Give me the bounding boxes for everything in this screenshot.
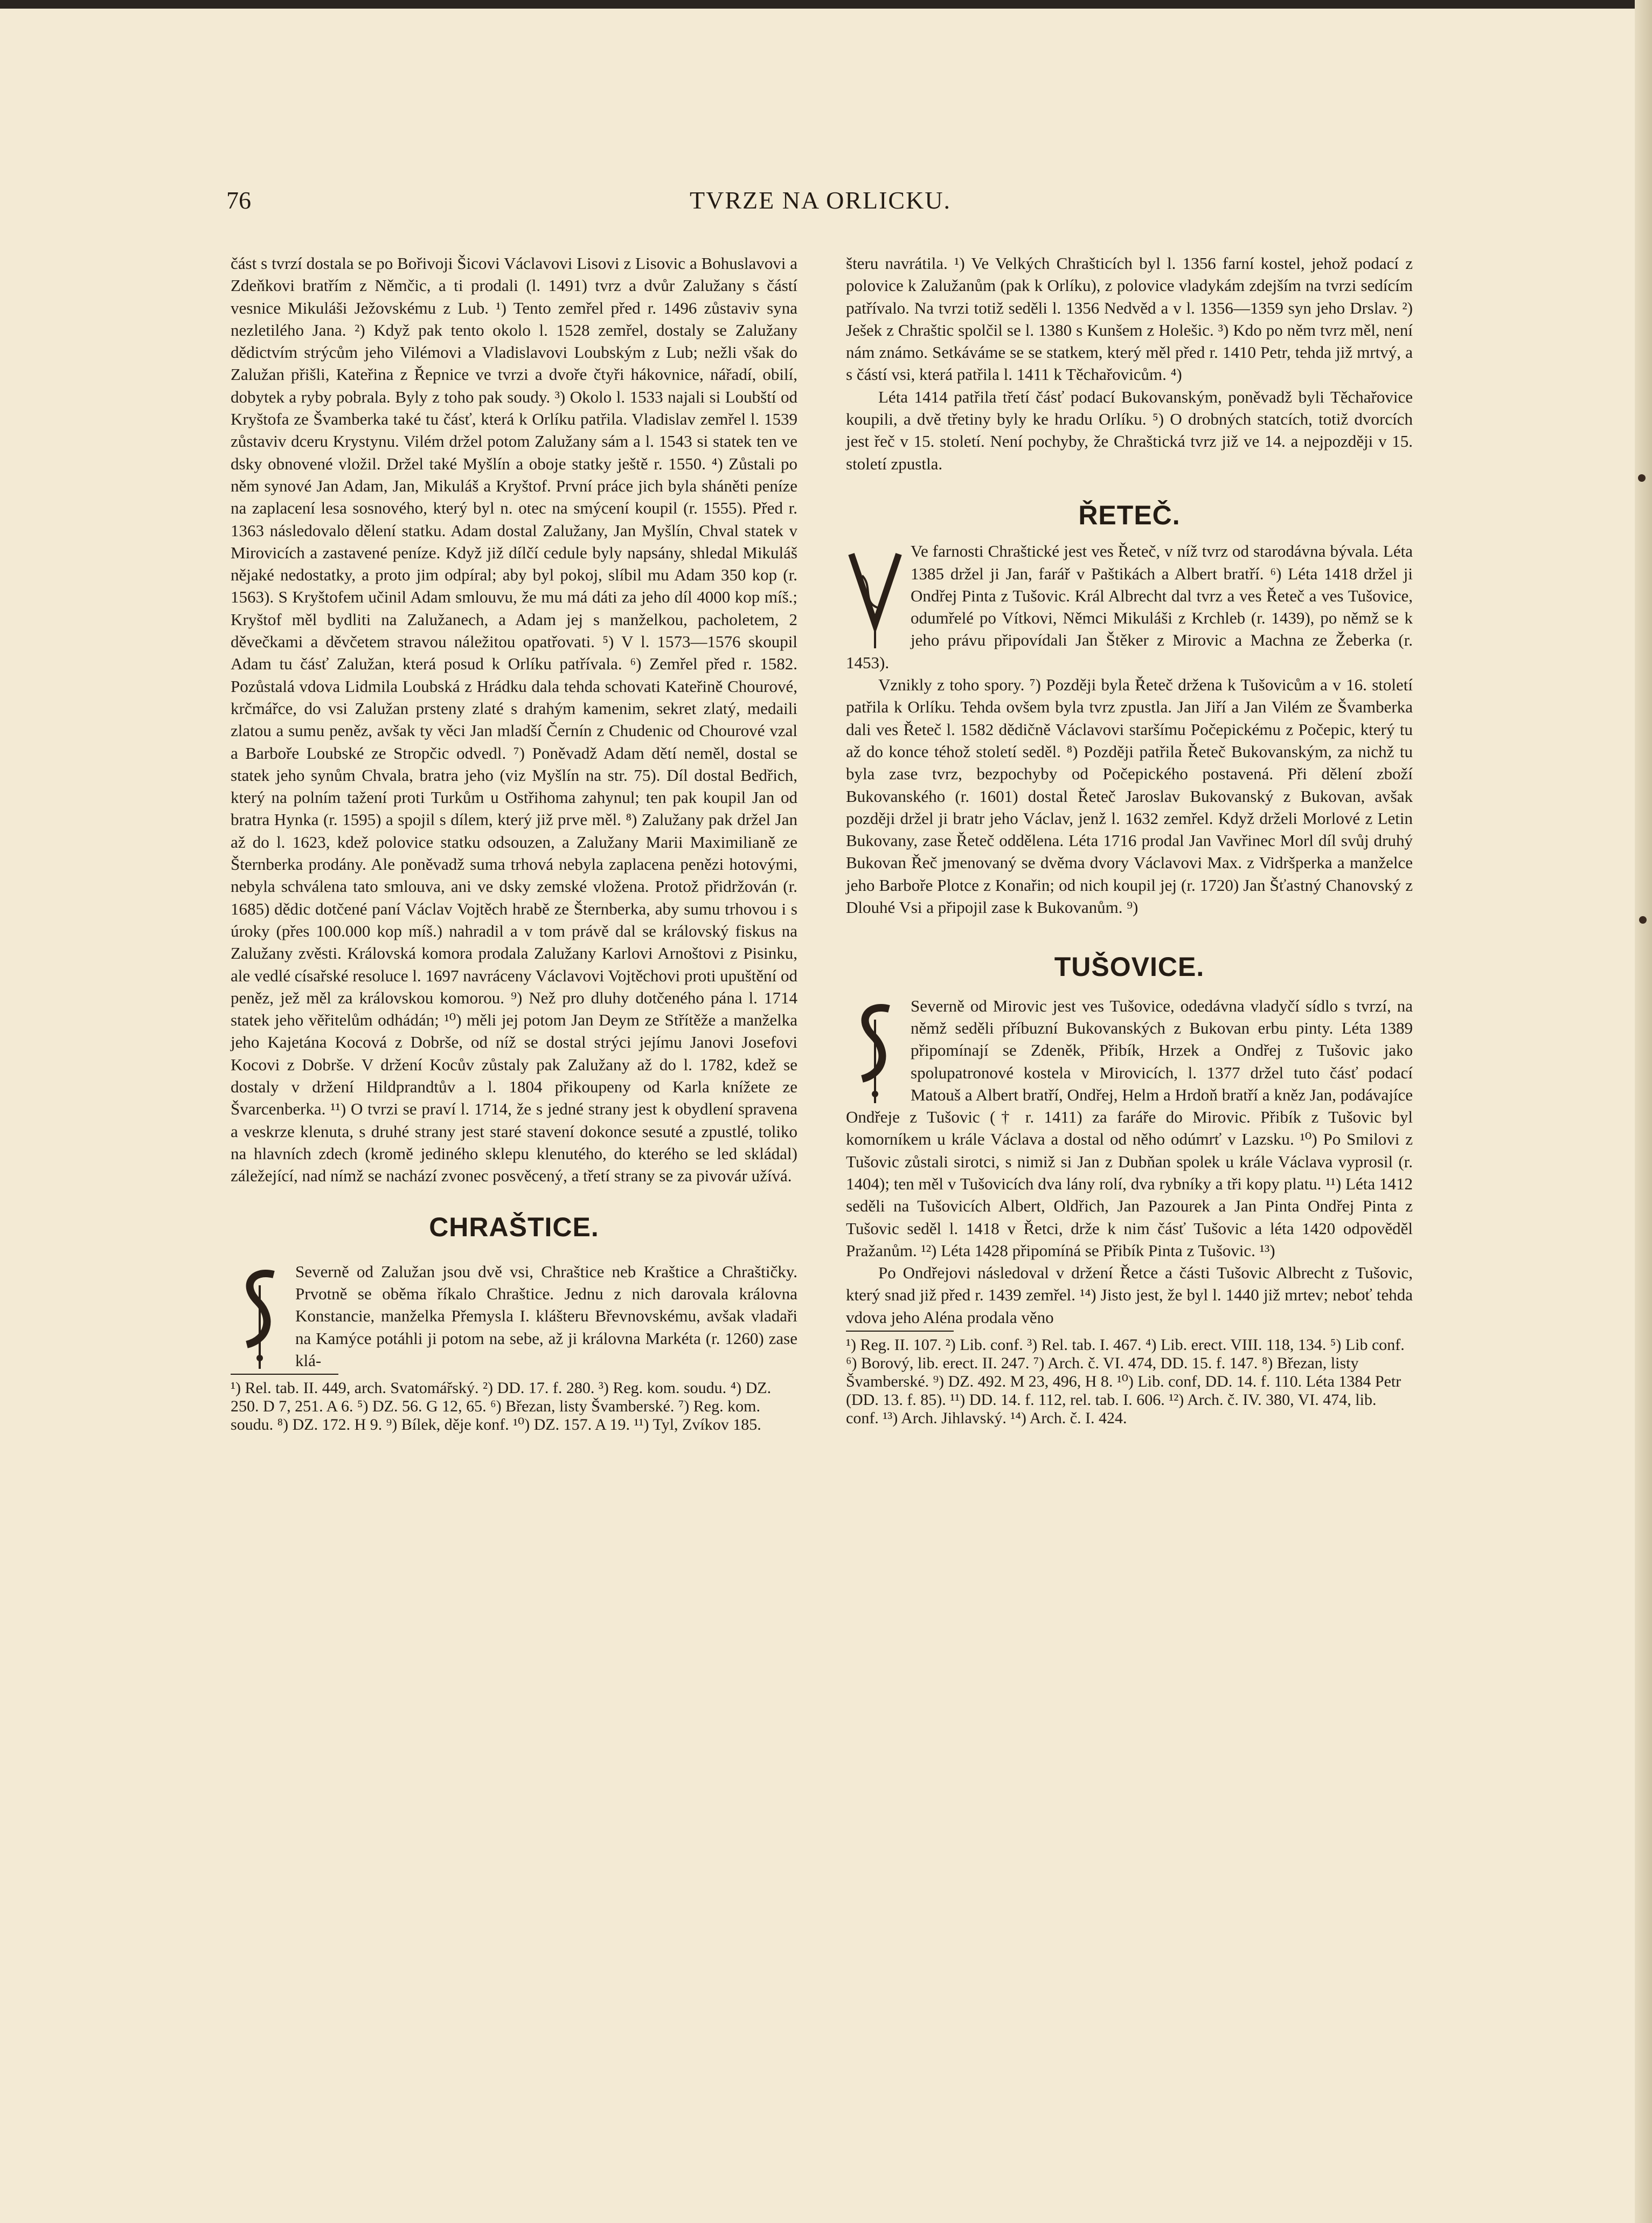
decorative-initial-v-icon bbox=[846, 543, 904, 651]
left-footnotes: ¹) Rel. tab. II. 449, arch. Svatomářský. ²) DD. 17. f. 280. ³) Reg. kom. soudu. ⁴) DZ. 250. D 7, 251. A 6. ⁵) DZ. 56. G 12, 65. ⁶) Březan, listy Švamberské. ⁷) Reg. kom. soudu. ⁸) DZ. 172. H 9. ⁹) Bílek, děje konf. ¹⁰) DZ. 157. A 19. ¹¹) Tyl, Zvíkov 185. bbox=[231, 1379, 772, 1434]
chrastice-paragraph: Severně od Zalužan jsou dvě vsi, Chraštice neb Kraštice a Chraštičky. Prvotně se oběma říkalo Chraštice. Jednu z nich darovala královna Konstancie, manželka Přemysla I. klášteru Břevnovskému, avšak vladaři na Kamýce potáhli ji potom na sebe, až ji královna Markéta (r. 1260) zase klá- bbox=[295, 1262, 797, 1370]
retec-paragraph-1: Ve farnosti Chraštické jest ves Řeteč, v níž tvrz od starodávna bývala. Léta 1385 držel ji Jan, farář v Paštikách a Albert bratří. ⁶) Léta 1418 držel ji Ondřej Pinta z Tušovic. Král Albrecht dal tvrz a ves Řeteč a ves Tušovice, odumřelé po Vítkovi, Němci Mikuláši z Krchleb (r. 1439), po němž se k jeho právu připovídali Jan Štěker z Mirovic a Machna ze Žeberka (r. 1453). bbox=[846, 542, 1413, 672]
section-title-tusovice: TUŠOVICE. bbox=[1054, 952, 1205, 982]
ink-speck bbox=[1639, 916, 1647, 924]
page-number: 76 bbox=[226, 186, 251, 214]
footnote-rule bbox=[846, 1331, 954, 1332]
section-title-chrastice: CHRAŠTICE. bbox=[429, 1212, 599, 1243]
decorative-initial-s-icon bbox=[846, 998, 904, 1106]
chrastice-continuation: šteru navrátila. ¹) Ve Velkých Chrašticích byl l. 1356 farní kostel, jehož podací z polovice k Zalužanům (pak k Orlíku), z polovice vladykám zdejším na tvrzi sedícím patřívalo. Na tvrzi totiž seděli l. 1356 Nedvěd a v l. 1356—1359 syn jeho Drslav. ²) Ješek z Chraštic spolčil se l. 1380 s Kunšem z Holešic. ³) Kdo po něm tvrz měl, není nám známo. Setkáváme se se statkem, který měl před r. 1410 Petr, tehda již mrtvý, a s částí vsi, která patřila l. 1411 k Těchařovicům. ⁴) bbox=[846, 254, 1413, 384]
right-footnotes: ¹) Reg. II. 107. ²) Lib. conf. ³) Rel. tab. I. 467. ⁴) Lib. erect. VIII. 118, 134. ⁵) Lib conf. ⁶) Borový, lib. erect. II. 247. ⁷) Arch. č. VI. 474, DD. 15. f. 147. ⁸) Březan, listy Švamberské. ⁹) DZ. 492. M 23, 496, H 8. ¹⁰) Lib. conf, DD. 14. f. 110. Léta 1384 Petr (DD. 13. f. 85). ¹¹) DD. 14. f. 112, rel. tab. I. 606. ¹²) Arch. č. IV. 380, VI. 474, lib. conf. ¹³) Arch. Jihlavský. ¹⁴) Arch. č. I. 424. bbox=[846, 1336, 1405, 1428]
ink-speck bbox=[1638, 474, 1646, 482]
decorative-initial-s-icon bbox=[231, 1264, 289, 1372]
chrastice-paragraph-2: Léta 1414 patřila třetí čásť podací Bukovanským, poněvadž byli Těchařovice koupili, a dvě třetiny byly ke hradu Orlíku. ⁵) O drobných statcích, totiž dvorcích jest řeč v 15. století. Není pochyby, že Chraštická tvrz již ve 14. a nejpozději v 15. století zpustla. bbox=[846, 387, 1413, 473]
section-title-retec: ŘETEČ. bbox=[1078, 500, 1181, 530]
left-column bbox=[231, 252, 797, 1434]
intro-paragraph: část s tvrzí dostala se po Bořivoji Šicovi Václavovi Lisovi z Lisovic a Bohuslavovi a Zdeňkovi bratřím z Němčic, a ti prodali (l. 1491) tvrz a dvůr Zalužany s částí vesnice Mikuláši Ježovskému z Lub. ¹) Tento zemřel před r. 1496 zůstaviv syna nezletilého Jana. ²) Když pak tento okolo l. 1528 zemřel, dostaly se Zalužany dědictvím strýcům jeho Vilémovi a Vladislavovi Loubským z Lub; nežli však do Zalužan přišli, Kateřina z Řepnice ve tvrzi a dvoře čtyři hákovnice, nářadí, obilí, dobytek a ryby pobrala. Byly z toho pak soudy. ³) Okolo l. 1533 najali si Loubští od Kryštofa ze Švamberka také tu čásť, která k Orlíku patřila. Vladislav zemřel l. 1539 zůstaviv dceru Krystynu. Vilém držel potom Zalužany sám a l. 1543 si statek ten ve dsky obnovené vložil. Držel také Myšlín a oboje statky ještě r. 1550. ⁴) Zůstali po něm synové Jan Adam, Jan, Mikuláš a Kryštof. První práce jich byla sháněti peníze na zaplacení lesa sosnového, který byl n. otec na smýcení koupil (r. 1555). Před r. 1363 následovalo dělení statku. Adam dostal Zalužany, Jan Myšlín, Chval statek v Mirovicích a zastavené peníze. Když již dílčí cedule byly napsány, shledal Mikuláš nějaké nedostatky, a proto jim odpíral; aby byl pokoj, slíbil mu Adam 350 kop (r. 1563). S Kryštofem učinil Adam smlouvu, že mu má dáti za jeho díl 4000 kop míš.; Kryštof měl bydliti na Zalužanech, a Adam jej s manželkou, pacholetem, 2 děvečkami a děvčetem stravou náležitou opatřovati. ⁵) V l. 1573—1576 skoupil Adam tu čásť Zalužan, která posud k Orlíku patřívala. ⁶) Zemřel před r. 1582. Pozůstalá vdova Lidmila Loubská z Hrádku dala tehda schovati Kateřině Chourové, krčmářce, do vsi Zalužan prsteny zlaté s drahým kamenim, sekret zlatý, medaili zlatou a sumu peněz, avšak ty věci Jan mladší Černín z Chudenic od Chourové vzal a Barboře Loubské ze Stropčic odvedl. ⁷) Poněvadž Adam dětí neměl, dostal se statek jeho synům Chvala, bratra jeho (viz Myšlín na str. 75). Díl dostal Bedřich, který na polním tažení proti Turkům u Ostřihoma zahynul; ten pak koupil Jan od bratra Hynka (r. 1595) a spojil s dílem, který již prve měl. ⁸) Zalužany pak držel Jan až do l. 1623, kdež polovice statku odsouzen, a Zalužany Marii Maximilianě ze Šternberka prodány. Ale poněvadž suma trhová nebyla zaplacena penězi hotovými, nebyla schválena tato smlouva, ani ve dsky zemské vložena. Protož přidržován (r. 1685) dědic dotčené paní Václav Vojtěch hrabě ze Šternberka, aby sumu trhovou i s úroky (přes 100.000 kop míš.) nahradil a v tom právě dal se královský fiskus na Zalužany zvěsti. Královská komora prodala Zalužany Karlovi Arnoštovi z Pisinku, ale vedlé císařské resoluce l. 1697 navráceny Václavovi Vojtěchovi proti upuštění od peněz, jež měl za královskou komorou. ⁹) Než pro dluhy dotčeného pána l. 1714 statek jeho věřitelům odhádán; ¹⁰) měli jej potom Jan Deym ze Střítěže a manželka jeho Kajetána Kocová z Dobrše, od níž se dostal strýci jejímu Janovi Josefovi Kocovi z Dobrše. V držení Kocův zůstaly pak Zalužany až do l. 1782, kdež se dostaly v držení Hildprandtův a l. 1804 přikoupeny od Karla knížete ze Švarcenberka. ¹¹) O tvrzi se praví l. 1714, že s jedné strany jest k obydlení spravena a veskrze klenuta, s druhé strany jest staré stavení dokonce sesuté a zpustlé, toliko na hlavních zdech (kromě jediného sklepu klenutého, do kterého se led skládal) záležející, nad nímž se nachází zvonec posvěcený, a třetí strany se za pivovár užívá. bbox=[231, 254, 797, 1186]
footnote-rule bbox=[231, 1374, 338, 1375]
tusovice-paragraph-1: Severně od Mirovic jest ves Tušovice, odedávna vladyčí sídlo s tvrzí, na němž seděli příbuzní Bukovanských z Bukovan erbu pinty. Léta 1389 připomínají se Zdeněk, Přibík, Hrzek a Ondřej z Tušovic jako spolupatronové kostela v Mirovicích, l. 1377 držel tuto čásť podací Matouš a Albert bratří, Ondřej, Helm a Hrdoň bratří a kněz Jan, podávajíce Ondřeje z Tušovic († r. 1411) za faráře do Mirovic. Přibík z Tušovic byl komorníkem u krále Václava a dostal od něho odúmrť v Lazsku. ¹⁰) Po Smilovi z Tušovic zůstali sirotci, s nimiž si Jan z Dubňan spolek u krále Václava vyprosil (r. 1404); ten měl v Tušovicích dva lány rolí, dva rybníky a tři kopy platu. ¹¹) Léta 1412 seděli na Tušovicích Albert, Oldřich, Jan Pazourek a Jan Pinta Ondřej Pinta z Tušovic seděl l. 1418 v Řetci, drže k nim čásť Tušovic a léta 1420 odpověděl Pražanům. ¹²) Léta 1428 připomíná se Přibík Pinta z Tušovic. ¹³) bbox=[846, 996, 1413, 1260]
retec-paragraph-2: Vznikly z toho spory. ⁷) Později byla Řeteč držena k Tušovicům a v 16. století patřila k Orlíku. Tehda ovšem byla tvrz zpustla. Jan Jiří a Jan Vilém ze Švamberka dali ves Řeteč l. 1582 dědičně Václavovi staršímu Počepickému z Počepic, který tu až do konce téhož století seděl. ⁸) Později patřila Řeteč Bukovanským, za nichž tu byla zase tvrz, bezpochyby od Počepického postavená. Při dělení zboží Bukovanského (r. 1601) dostal Řeteč Jaroslav Bukovanský z Bukovan, avšak později držel ji bratr jeho Václav, jenž l. 1632 zemřel. Když drželi Morlové z Letin Bukovany, zase Řeteč oddělena. Léta 1716 prodal Jan Vavřinec Morl díl svůj druhý Bukovan Řeč jmenovaný se dvěma dvory Václavovi Max. z Vidršperka a manželce jeho Barboře Plotce z Konařin; od nich koupil jej (r. 1720) Jan Šťastný Chanovský z Dlouhé Vsi a připojil zase k Bukovanům. ⁹) bbox=[846, 675, 1413, 917]
page-edge-shadow bbox=[1635, 0, 1652, 2223]
scan-top-border bbox=[0, 0, 1652, 9]
right-column bbox=[846, 252, 1413, 1428]
running-title: TVRZE NA ORLICKU. bbox=[690, 186, 952, 214]
tusovice-paragraph-2: Po Ondřejovi následoval v držení Řetce a části Tušovic Albrecht z Tušovic, který snad již před r. 1439 zemřel. ¹⁴) Jisto jest, že byl l. 1440 již mrtev; neboť tehda vdova jeho Aléna prodala věno bbox=[846, 1263, 1413, 1327]
